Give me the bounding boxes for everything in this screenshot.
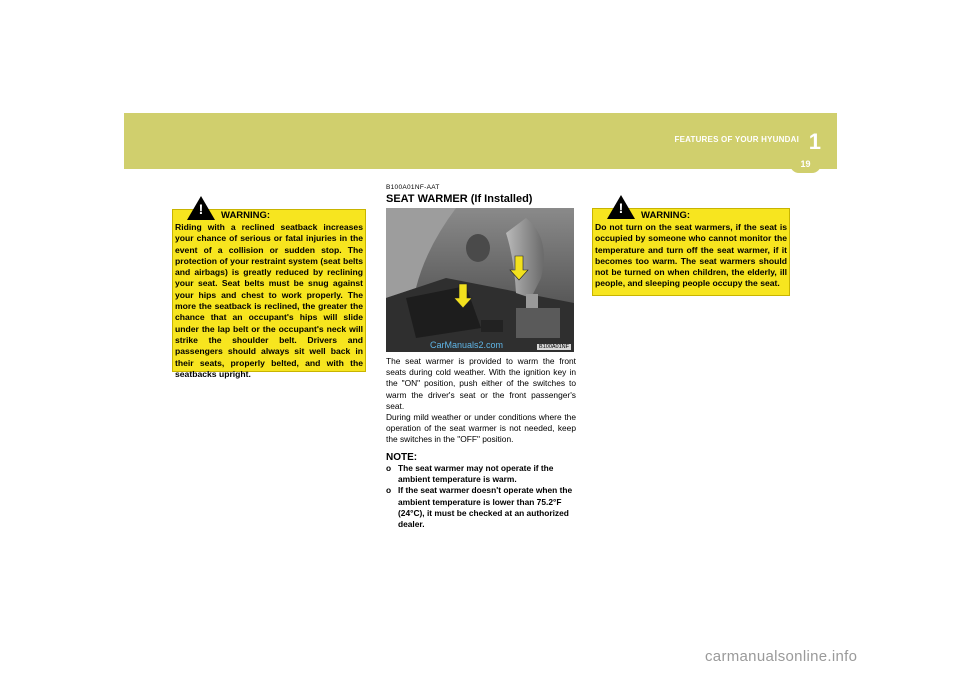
note-item: [386, 485, 576, 530]
note-bullet: o: [386, 485, 392, 496]
section-code: B100A01NF-AAT: [386, 184, 440, 191]
chapter-number: 1: [808, 129, 821, 154]
left-warning-text: Riding with a reclined seatback increases your chance of serious or fatal injuries in the event of a collision or sudden stop. The protection of your restraint system (seat belts and airbags) is greatly reduced by reclining your seat. Seat belts must be snug against your hips and chest to work properly. The more the seatback is reclined, the greater the chance that an occupant's hips will slide under the lap belt or the occupant's neck will strike the shoulder belt. Drivers and passengers should always sit well back in their seats, properly belted, and with the seatbacks upright.: [175, 222, 363, 379]
right-warning-box: [592, 200, 790, 296]
body-paragraph-1: The seat warmer is provided to warm the front seats during cold weather. With the ignition key in the "ON" position, push either of the switches to warm the driver's seat or the front passenger's seat.: [386, 356, 576, 411]
note-text: If the seat warmer doesn't operate when the ambient temperature is lower than 75.2°F (24°C), it must be checked at an authorized dealer.: [398, 485, 573, 530]
chapter-header-band: [124, 113, 837, 169]
right-warning-title: WARNING:: [641, 210, 691, 221]
image-code: B100A01NF: [539, 344, 569, 350]
note-bullet: o: [386, 463, 392, 473]
note-title: NOTE:: [386, 452, 418, 463]
seat-warmer-photo: [386, 208, 574, 352]
section-title: SEAT WARMER (If Installed): [386, 193, 533, 205]
note-text: The seat warmer may not operate if the ambient temperature is warm.: [398, 463, 554, 485]
note-list: [386, 463, 576, 530]
body-paragraph-2: During mild weather or under conditions where the operation of the seat warmer is not needed, keep the switches in the "OFF" position.: [386, 412, 576, 445]
note-item: [386, 463, 576, 485]
chapter-title: FEATURES OF YOUR HYUNDAI: [674, 135, 799, 144]
console-illustration: [386, 208, 574, 352]
page-number: 19: [790, 155, 821, 173]
right-warning-text: Do not turn on the seat warmers, if the seat is occupied by someone who cannot monitor the temperature and turn off the seat warmer, if it becomes too warm. The seat warmers should not be turned on when children, the elderly, ill people, and sleeping people occupy the seat.: [595, 222, 787, 289]
footer-watermark[interactable]: carmanualsonline.info: [705, 648, 858, 665]
warning-exclamation-mark: !: [618, 200, 624, 216]
left-warning-title: WARNING:: [221, 210, 271, 221]
left-warning-box: [172, 201, 366, 379]
image-watermark: CarManuals2.com: [430, 340, 504, 350]
warning-exclamation-mark: !: [198, 201, 204, 217]
